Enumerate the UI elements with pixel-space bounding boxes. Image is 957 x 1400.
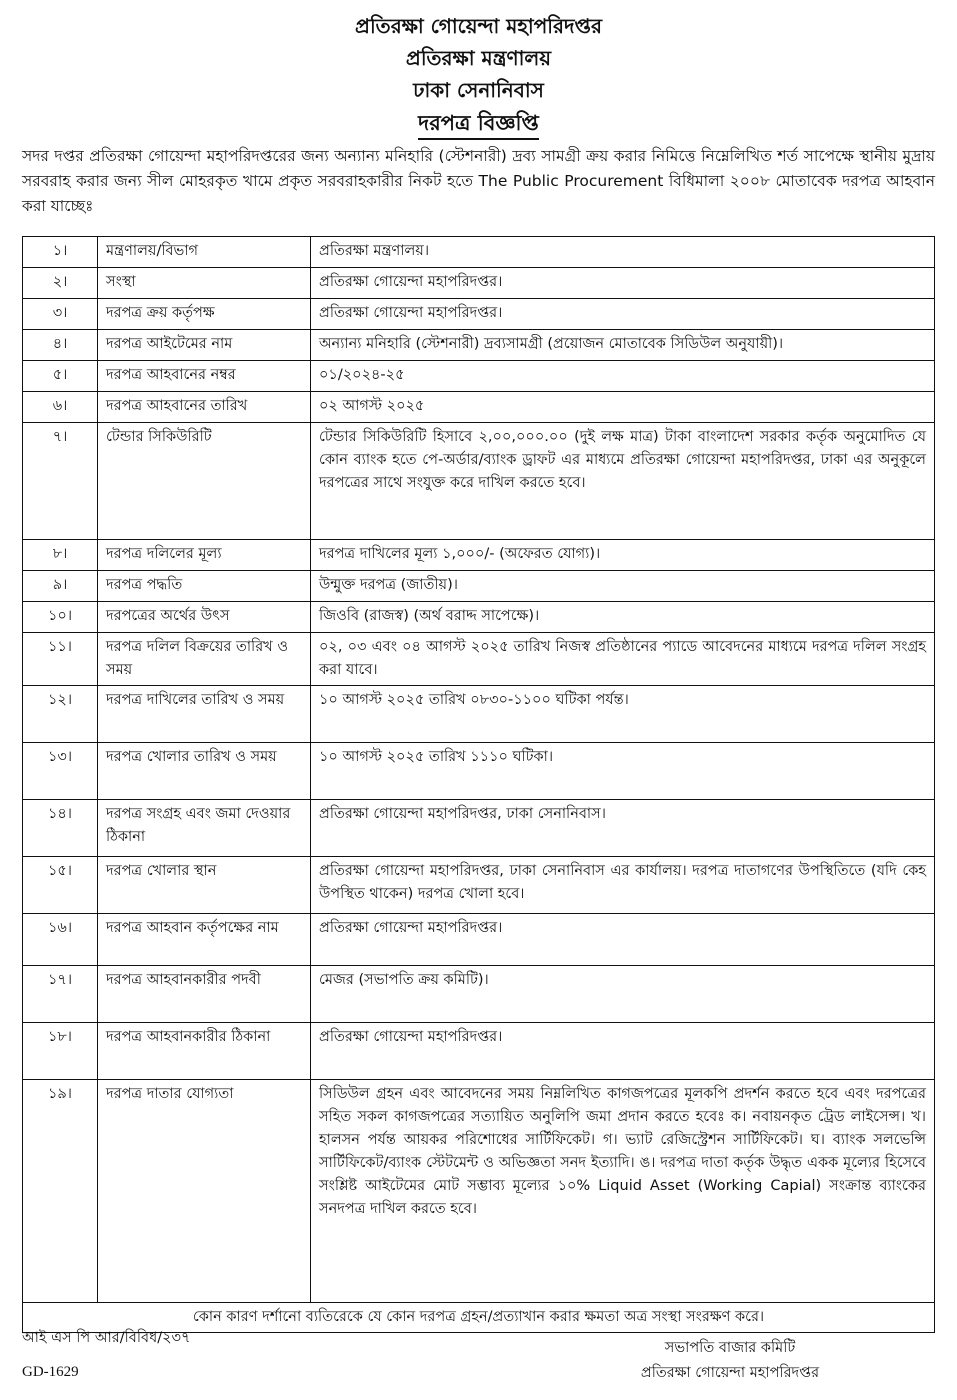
table-row [23, 1023, 935, 1080]
row-item: দরপত্র পদ্ধতি [98, 571, 311, 602]
row-detail: সিডিউল গ্রহন এবং আবেদনের সময় নিম্নলিখিত কাগজপত্রের মূলকপি প্রদর্শন করতে হবে এবং দরপত্রের সহিত সকল কাগজপত্রের সত্যায়িত অনুলিপি জমা প্রদান করতে হবেঃ ক। নবায়নকৃত ট্রেড লাইসেন্স। খ। হালসন পর্যন্ত আয়কর পরিশোধের সার্টিফিকেট। গ। ভ্যাট রেজিস্ট্রেশন সার্টিফিকেট। ঘ। ব্যাংক সলভেন্সি সার্টিফিকেট/ব্যাংক স্টেটমেন্ট ও অভিজ্ঞতা সনদ ইত্যাদি। ঙ। দরপত্র দাতা কর্তৃক উদ্ধৃত একক মূল্যের হিসেবে সংশ্লিষ্ট আইটেমের মোট সম্ভাব্য মূল্যের ১০% Liquid Asset (Working Capial) সংক্রান্ত ব্যাংকের সনদপত্র দাখিল করতে হবে। [311, 1080, 935, 1303]
row-detail: ১০ আগস্ট ২০২৫ তারিখ ০৮৩০-১১০০ ঘটিকা পর্যন্ত। [311, 686, 935, 743]
row-detail: প্রতিরক্ষা গোয়েন্দা মহাপরিদপ্তর, ঢাকা সেনানিবাস। [311, 800, 935, 857]
row-detail: প্রতিরক্ষা গোয়েন্দা মহাপরিদপ্তর। [311, 1023, 935, 1080]
row-detail: প্রতিরক্ষা গোয়েন্দা মহাপরিদপ্তর। [311, 268, 935, 299]
row-item: দরপত্র দাতার যোগ্যতা [98, 1080, 311, 1303]
row-serial: ১১। [23, 633, 98, 686]
row-detail: ০১/২০২৪-২৫ [311, 361, 935, 392]
row-serial: ৩। [23, 299, 98, 330]
row-serial: ১৭। [23, 966, 98, 1023]
row-detail: প্রতিরক্ষা গোয়েন্দা মহাপরিদপ্তর। [311, 914, 935, 966]
reference-number: আই এস পি আর/বিবিধ/২৩৭ [22, 1330, 191, 1346]
table-row [23, 914, 935, 966]
row-item: দরপত্র আইটেমের নাম [98, 330, 311, 361]
row-detail: উন্মুক্ত দরপত্র (জাতীয়)। [311, 571, 935, 602]
signature-block [580, 1336, 880, 1386]
row-detail: জিওবি (রাজস্ব) (অর্থ বরাদ্দ সাপেক্ষে)। [311, 602, 935, 633]
row-item: দরপত্র দাখিলের তারিখ ও সময় [98, 686, 311, 743]
table-row [23, 800, 935, 857]
table-row [23, 602, 935, 633]
table-row [23, 237, 935, 268]
table-row [23, 392, 935, 423]
row-serial: ১৩। [23, 743, 98, 800]
table-row [23, 966, 935, 1023]
signatory-office: প্রতিরক্ষা গোয়েন্দা মহাপরিদপ্তর [640, 1365, 820, 1381]
row-detail: মেজর (সভাপতি ক্রয় কমিটি)। [311, 966, 935, 1023]
table-row [23, 743, 935, 800]
table-row [23, 268, 935, 299]
row-serial: ১০। [23, 602, 98, 633]
row-serial: ২। [23, 268, 98, 299]
intro-paragraph: সদর দপ্তর প্রতিরক্ষা গোয়েন্দা মহাপরিদপ্তরের জন্য অন্যান্য মনিহারি (স্টেশনারী) দ্রব্য সামগ্রী ক্রয় করার নিমিত্তে নিম্নেলিখিত শর্ত সাপেক্ষে স্থানীয় মুদ্রায় সরবরাহ করার জন্য সীল মোহরকৃত খামে প্রকৃত সরবরাহকারীর নিকট হতে The Public Procurement বিধিমালা ২০০৮ মোতাবেক দরপত্র আহবান করা যাচ্ছেঃ [22, 147, 935, 215]
row-serial: ১। [23, 237, 98, 268]
rights-reserved-note: কোন কারণ দর্শানো ব্যতিরেকে যে কোন দরপত্র গ্রহন/প্রত্যাখান করার ক্ষমতা অত্র সংস্থা সংরক্ষণ করে। [23, 1303, 935, 1333]
org-name: প্রতিরক্ষা গোয়েন্দা মহাপরিদপ্তর [355, 14, 602, 38]
row-detail: ০২ আগস্ট ২০২৫ [311, 392, 935, 423]
row-item: দরপত্রের অর্থের উৎস [98, 602, 311, 633]
row-serial: ১৯। [23, 1080, 98, 1303]
row-detail: প্রতিরক্ষা মন্ত্রণালয়। [311, 237, 935, 268]
row-serial: ১৮। [23, 1023, 98, 1080]
row-serial: ৭। [23, 423, 98, 540]
table-row [23, 1080, 935, 1303]
row-serial: ৯। [23, 571, 98, 602]
row-item: দরপত্র আহবানকারীর ঠিকানা [98, 1023, 311, 1080]
row-serial: ৬। [23, 392, 98, 423]
table-row [23, 423, 935, 540]
row-item: দরপত্র সংগ্রহ এবং জমা দেওয়ার ঠিকানা [98, 800, 311, 857]
row-detail: প্রতিরক্ষা গোয়েন্দা মহাপরিদপ্তর। [311, 299, 935, 330]
table-row [23, 857, 935, 914]
notice-header [0, 0, 957, 140]
row-serial: ১৫। [23, 857, 98, 914]
row-serial: ১৪। [23, 800, 98, 857]
row-item: দরপত্র আহবানের নম্বর [98, 361, 311, 392]
row-detail: ১০ আগস্ট ২০২৫ তারিখ ১১১০ ঘটিকা। [311, 743, 935, 800]
notice-title: দরপত্র বিজ্ঞপ্তি [418, 108, 539, 140]
ministry-name: প্রতিরক্ষা মন্ত্রণালয় [405, 46, 552, 70]
gd-code: GD-1629 [22, 1364, 79, 1380]
row-detail: দরপত্র দাখিলের মূল্য ১,০০০/- (অফেরত যোগ্য)। [311, 540, 935, 571]
row-item: দরপত্র দলিল বিক্রয়ের তারিখ ও সময় [98, 633, 311, 686]
table-row [23, 330, 935, 361]
row-item: দরপত্র ক্রয় কর্তৃপক্ষ [98, 299, 311, 330]
row-detail: ০২, ০৩ এবং ০৪ আগস্ট ২০২৫ তারিখ নিজস্ব প্রতিষ্ঠানের প্যাডে আবেদনের মাধ্যমে দরপত্র দলিল সংগ্রহ করা যাবে। [311, 633, 935, 686]
row-serial: ১৬। [23, 914, 98, 966]
table-row [23, 361, 935, 392]
row-item: দরপত্র আহবান কর্তৃপক্ষের নাম [98, 914, 311, 966]
table-row [23, 299, 935, 330]
row-detail: অন্যান্য মনিহারি (স্টেশনারী) দ্রব্যসামগ্রী (প্রয়োজন মোতাবেক সিডিউল অনুযায়ী)। [311, 330, 935, 361]
row-serial: ৮। [23, 540, 98, 571]
row-detail: টেন্ডার সিকিউরিটি হিসাবে ২,০০,০০০.০০ (দুই লক্ষ মাত্র) টাকা বাংলাদেশ সরকার কর্তৃক অনুমোদিত যে কোন ব্যাংক হতে পে-অর্ডার/ব্যাংক ড্রাফট এর মাধ্যমে প্রতিরক্ষা গোয়েন্দা মহাপরিদপ্তর, ঢাকা এর অনুকূলে দরপত্রের সাথে সংযুক্ত করে দাখিল করতে হবে। [311, 423, 935, 540]
row-item: দরপত্র খোলার স্থান [98, 857, 311, 914]
row-item: দরপত্র আহবানকারীর পদবী [98, 966, 311, 1023]
location-name: ঢাকা সেনানিবাস [413, 78, 544, 102]
row-item: মন্ত্রণালয়/বিভাগ [98, 237, 311, 268]
table-row [23, 686, 935, 743]
reference-block [22, 1326, 190, 1384]
row-item: দরপত্র দলিলের মূল্য [98, 540, 311, 571]
table-row [23, 540, 935, 571]
table-row [23, 571, 935, 602]
row-serial: ৪। [23, 330, 98, 361]
row-detail: প্রতিরক্ষা গোয়েন্দা মহাপরিদপ্তর, ঢাকা সেনানিবাস এর কার্যালয়। দরপত্র দাতাগণের উপস্থিতিতে (যদি কেহ উপস্থিত থাকেন) দরপত্র খোলা হবে। [311, 857, 935, 914]
row-item: টেন্ডার সিকিউরিটি [98, 423, 311, 540]
row-serial: ৫। [23, 361, 98, 392]
row-item: দরপত্র খোলার তারিখ ও সময় [98, 743, 311, 800]
row-item: দরপত্র আহবানের তারিখ [98, 392, 311, 423]
row-serial: ১২। [23, 686, 98, 743]
row-item: সংস্থা [98, 268, 311, 299]
table-row [23, 633, 935, 686]
tender-table [22, 236, 935, 1333]
signatory-title: সভাপতি বাজার কমিটি [664, 1340, 796, 1356]
